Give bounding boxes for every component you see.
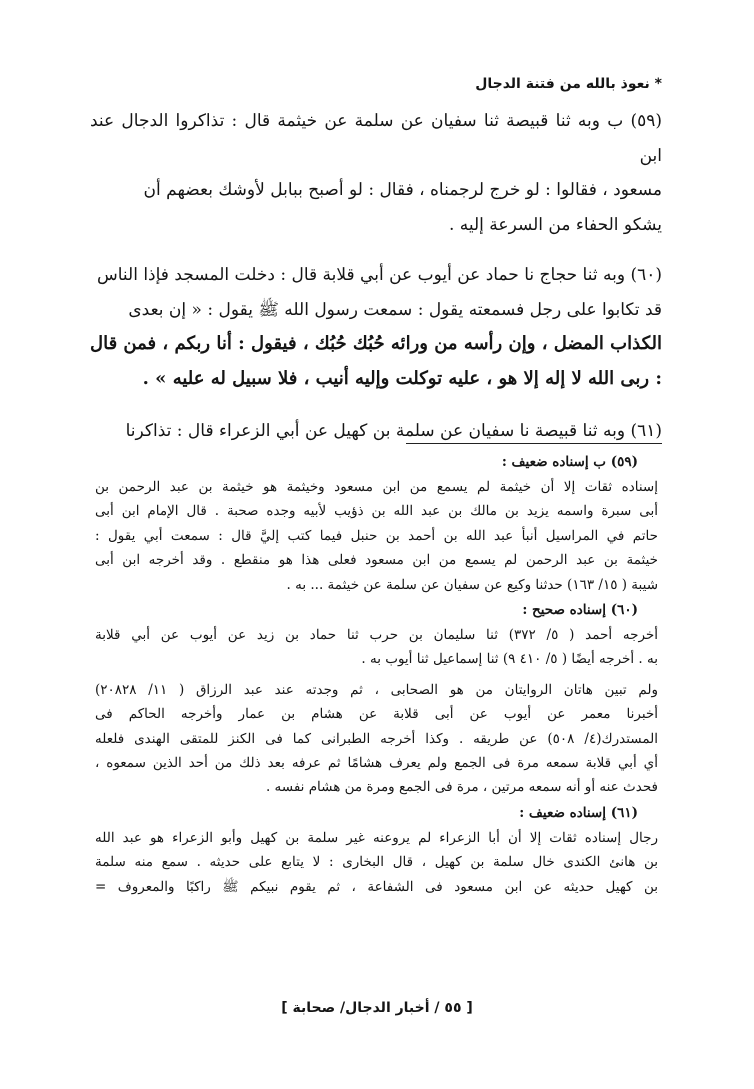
footnotes (95, 449, 658, 899)
text-line: مسعود ، فقالوا : لو خرج لرجمناه ، فقال : لو أصبح ببابل لأوشك بعضهم أن (143, 180, 662, 200)
text-line: (٦١) وبه ثنا قبيصة نا سفيان عن سلمة بن كهيل عن أبي الزعراء قال : تذاكرنا (125, 421, 662, 441)
footnote-line: به . أخرجه أيضًا ( ٥/ ٤١٠ ٩) ثنا إسماعيل ثنا أيوب به . (361, 651, 658, 668)
footnote-line: إسناده ثقات إلا أن خيثمة لم يسمع من ابن مسعود وخيثمة هو خيثمة بن عبد الرحمن بن (95, 479, 658, 495)
hadith-60 (90, 258, 662, 396)
footnote-line: شيبة ( ١٥/ ١٦٣) حدثنا وكيع عن سفيان عن سلمة عن خيثمة ... به . (286, 576, 658, 593)
footnote-line: أخرجه أحمد ( ٥/ ٣٧٢) ثنا سليمان بن حرب ثنا حماد بن زيد عن أيوب عن أبي قلابة (95, 627, 658, 644)
main-text (90, 104, 662, 449)
footnote-line: المستدرك(٤/ ٥٠٨) عن طريقه . وكذا أخرجه الطبرانى كما فى الكنز للمتقى الهندى فلعله (95, 730, 658, 747)
running-header: * نعوذ بالله من فتنة الدجال (475, 76, 662, 92)
footnote-line: خيثمة بن عبد الرحمن لم يسمع من ابن مسعود فعلى هذا هو منقطع . وقد أخرجه ابن أبى (95, 552, 658, 569)
footnote-line: ولم تبين هاتان الروايتان من هو الصحابى ، ثم وجدته عند عبد الرزاق ( ١١/ ٢٠٨٢٨) (95, 681, 658, 698)
text-line: الكذاب المضل ، وإن رأسه من ورائه حُبُك حُبُك ، فيقول : أنا ربكم ، فمن قال (90, 333, 662, 354)
hadith-59 (90, 104, 662, 242)
footnote-separator (406, 443, 662, 444)
footnote-line: أي أبي قلابة سمعه مرة فى الجمع ولم يعرف هشامًا ثم عرفه بعد ذلك من أحد الذين سمعوه ، (95, 755, 658, 772)
footnote-line: أخبرنا معمر عن أيوب عن أبى قلابة عن هشام بن عمار وأخرجه الحاكم فى (95, 706, 658, 723)
footnote-line: رجال إسناده ثقات إلا أن أبا الزعراء لم يروعنه غير سلمة بن كهيل وأبو الزعراء هو عبد الله (95, 829, 658, 846)
text-line: يشكو الحفاء من السرعة إليه . (448, 214, 662, 235)
text-line: (٥٩) ب وبه ثنا قبيصة ثنا سفيان عن سلمة عن خيثمة قال : تذاكروا الدجال عند ابن (90, 111, 662, 166)
footnote-heading: (٦٠) إسناده صحيح : (522, 602, 638, 619)
footnote-line: حاتم في المراسيل أنبأ عبد الله بن أحمد بن حنبل فيما كتب إليَّ قال : سمعت أبي يقول : (95, 527, 658, 544)
page-footer: [ ٥٥ / أخبار الدجال/ صحابة ] (281, 1000, 473, 1016)
footnote-line: بن كهيل حديثه عن ابن مسعود فى الشفاعة ، ثم يقوم نبيكم ﷺ راكبًا والمعروف = (95, 878, 658, 895)
footnote-line: بن هانئ الكندى خال سلمة بن كهيل ، قال البخارى : لا يتابع على حديثه . سمع منه سلمة (95, 854, 658, 871)
footnote-line: فحدث عنه أو أنه سمعه مرتين ، مرة فى الجمع ومرة من هشام نفسه . (265, 779, 658, 796)
text-line: : ربى الله لا إله إلا هو ، عليه توكلت وإليه أنيب ، فلا سبيل له عليه » . (142, 367, 662, 389)
footnote-heading: (٦١) إسناده ضعيف : (519, 804, 638, 821)
footnote-heading: (٥٩) ب إسناده ضعيف : (501, 454, 638, 470)
text-line: قد تكابوا على رجل فسمعته يقول : سمعت رسول الله ﷺ يقول : « إن بعدى (128, 299, 662, 320)
text-line: (٦٠) وبه ثنا حجاج نا حماد عن أيوب عن أبي قلابة قال : دخلت المسجد فإذا الناس (96, 265, 662, 285)
footnote-line: أبى سبرة واسمه يزيد بن مالك بن عبد الله بن ذؤيب لأبيه وجده صحبة . قال الإمام ابن أبى (95, 503, 658, 520)
